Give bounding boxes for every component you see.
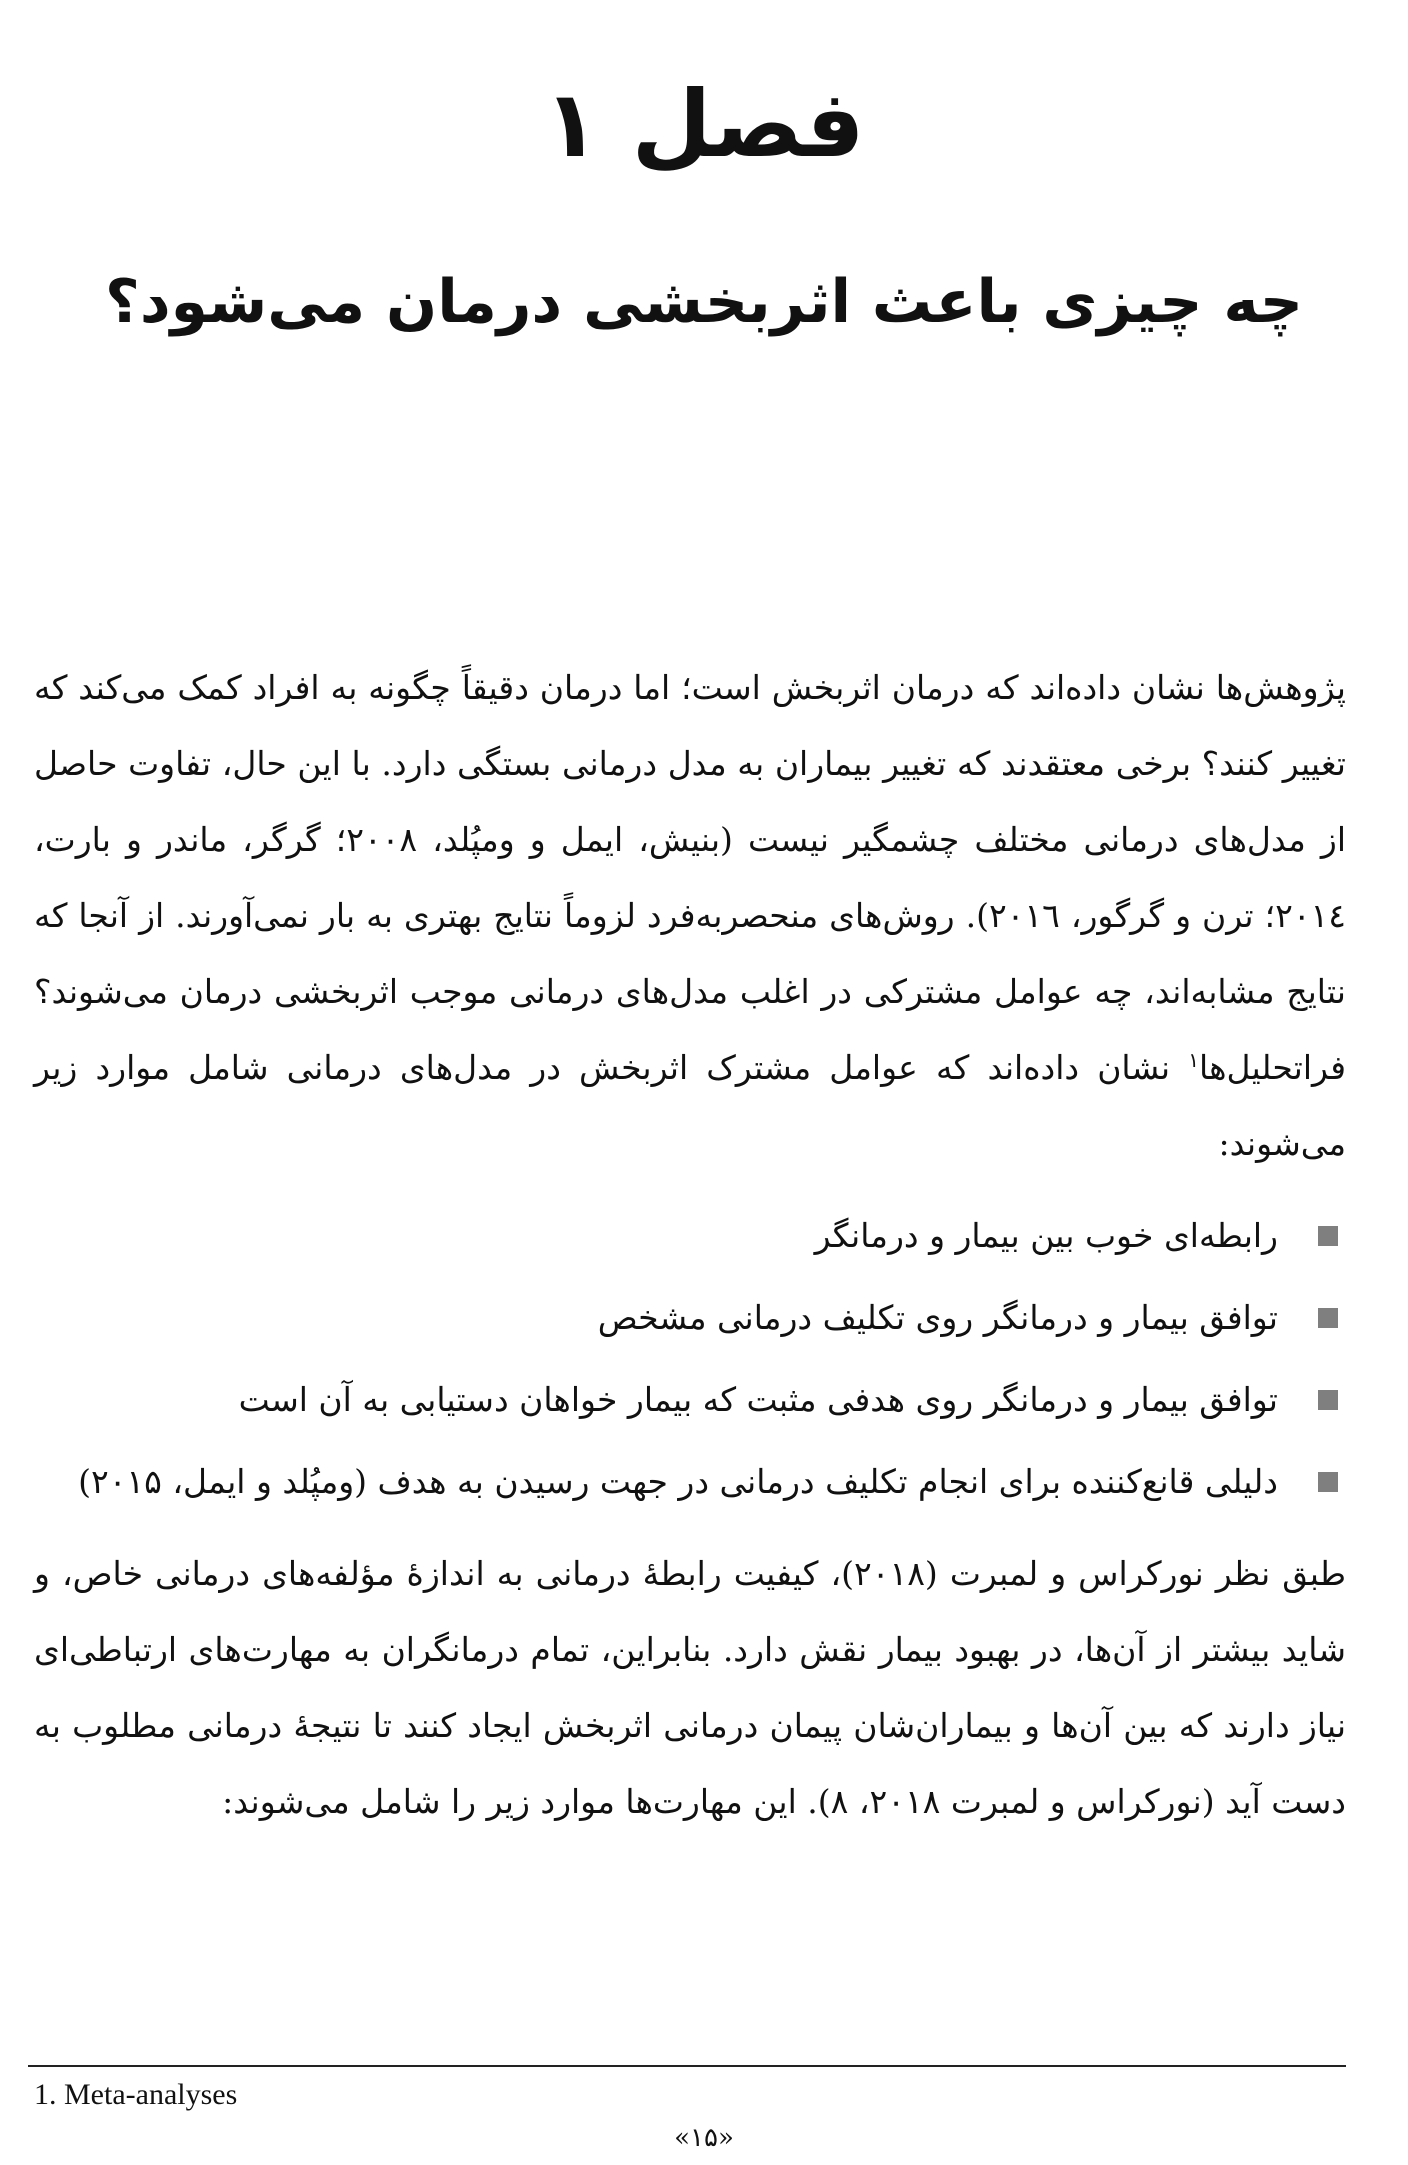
square-bullet-icon: [1318, 1308, 1338, 1328]
footnote: 1. Meta-analyses: [34, 2078, 238, 2111]
list-item: [34, 1362, 1346, 1438]
chapter-title: فصل ۱: [543, 71, 865, 178]
square-bullet-icon: [1318, 1226, 1338, 1246]
footnote-divider: [28, 2065, 1346, 2067]
paragraph-intro-continuation: نشان داده‌اند که عوامل مشترک اثربخش در مدل‌های درمانی شامل موارد زیر می‌شوند:: [34, 1048, 1346, 1163]
chapter-subtitle: چه چیزی باعث اثربخشی درمان می‌شود؟: [105, 267, 1303, 337]
list-item-text: رابطه‌ای خوب بین بیمار و درمانگر: [814, 1216, 1278, 1255]
square-bullet-icon: [1318, 1472, 1338, 1492]
list-item: [34, 1198, 1346, 1274]
list-item-text: توافق بیمار و درمانگر روی تکلیف درمانی مشخص: [597, 1298, 1278, 1337]
list-item-text: دلیلی قانع‌کننده برای انجام تکلیف درمانی در جهت رسیدن به هدف (ومپُلد و ایمل، ۲۰۱۵): [78, 1462, 1278, 1501]
paragraph-intro-text: پژوهش‌ها نشان داده‌اند که درمان اثربخش است؛ اما درمان دقیقاً چگونه به افراد کمک می‌کند که تغییر کنند؟ برخی معتقدند که تغییر بیماران به مدل درمانی بستگی دارد. با این حال، تفاوت حاصل از مدل‌های درمانی مختلف چشمگیر نیست (بنیش، ایمل و ومپُلد، ۲۰۰۸؛ گرگر، ماندر و بارت، ۲۰۱٤؛ ترن و گرگور، ۲۰۱٦). روش‌های منحصربه‌فرد لزوماً نتایج بهتری به بار نمی‌آورند. از آنجا که نتایج مشابه‌اند، چه عوامل مشترکی در اغلب مدل‌های درمانی موجب اثربخشی درمان می‌شوند؟ فراتحلیل‌ها: [34, 668, 1346, 1087]
paragraph-relationship: طبق نظر نورکراس و لمبرت (۲۰۱۸)، کیفیت رابطهٔ درمانی به اندازهٔ مؤلفه‌های درمانی خاص، و شاید بیشتر از آن‌ها، در بهبود بیمار نقش دارد. بنابراین، تمام درمانگران به مهارت‌های ارتباطی‌ای نیاز دارند که بین آن‌ها و بیماران‌شان پیمان درمانی اثربخش ایجاد کنند تا نتیجهٔ درمانی مطلوب به دست آید (نورکراس و لمبرت ۲۰۱۸، ۸). این مهارت‌ها موارد زیر را شامل می‌شوند:: [34, 1554, 1346, 1821]
list-item: [34, 1444, 1346, 1520]
footnote-reference-marker[interactable]: ۱: [1188, 1048, 1200, 1072]
list-item: [34, 1280, 1346, 1356]
list-item-text: توافق بیمار و درمانگر روی هدفی مثبت که بیمار خواهان دستیابی به آن است: [238, 1380, 1278, 1419]
paragraph-intro: [34, 650, 1346, 1182]
common-factors-list: [34, 1198, 1346, 1520]
body-text: [34, 650, 1346, 1840]
page-number: «۱۵»: [674, 2123, 734, 2153]
square-bullet-icon: [1318, 1390, 1338, 1410]
